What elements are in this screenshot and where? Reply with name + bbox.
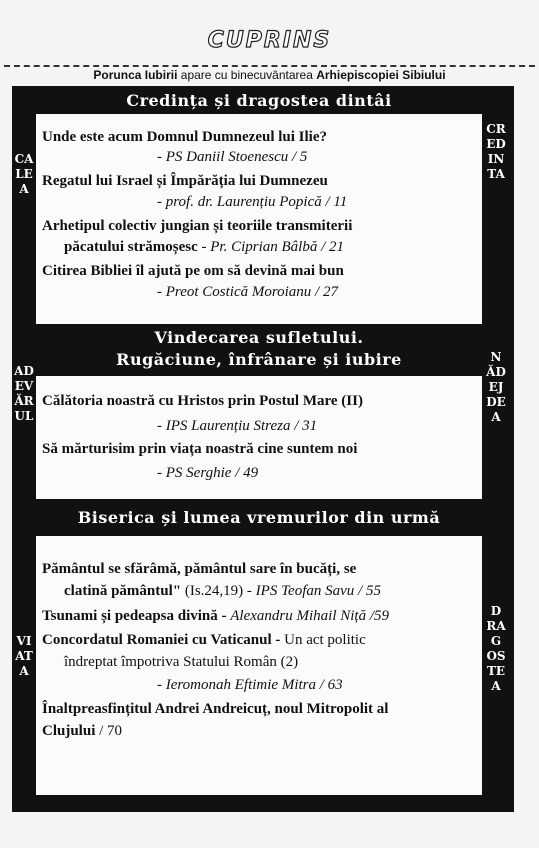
toc-entry-continued xyxy=(64,238,478,257)
entry-byline: - PS Serghie / 49 xyxy=(157,465,259,481)
page-title: CUPRINS xyxy=(207,28,332,53)
toc-entry-continued xyxy=(42,722,478,741)
toc-entry[interactable] xyxy=(42,560,478,579)
entry-byline: - PS Daniil Stoenescu / 5 xyxy=(157,149,308,165)
subtitle-publisher: Arhiepiscopiei Sibiului xyxy=(316,68,446,82)
section-heading-2 xyxy=(36,325,482,375)
entry-byline: - prof. dr. Laurențiu Popică / 11 xyxy=(157,194,348,210)
entry-byline: - Ieromonah Eftimie Mitra / 63 xyxy=(157,677,343,693)
toc-entry[interactable] xyxy=(42,607,478,626)
toc-entry[interactable] xyxy=(42,392,478,411)
section-heading-1: Credința și dragostea dintâi xyxy=(126,91,392,110)
entry-byline: - IPS Laurențiu Streza / 31 xyxy=(157,418,318,434)
toc-entry[interactable] xyxy=(42,262,478,281)
entry-title: Concordatul Romaniei cu Vaticanul - xyxy=(42,632,285,648)
side-word-adevarul: ADEVĂRUL xyxy=(14,364,34,423)
entry-title: Pământul se sfărâmă, pământul sare în bucăți, se xyxy=(42,561,357,577)
side-word-credinta: CREDINTA xyxy=(486,122,506,181)
entry-page: / 70 xyxy=(95,723,123,739)
section-heading-2-line2: Rugăciune, înfrânare și iubire xyxy=(116,350,402,369)
section-heading-3: Biserica și lumea vremurilor din urmă xyxy=(77,508,441,527)
subtitle-publication: Porunca Iubirii xyxy=(93,68,178,82)
entry-title-continued: păcatului strămoșesc xyxy=(64,239,198,255)
entry-title: Să mărturisim prin viața noastră cine suntem noi xyxy=(42,441,358,457)
side-word-calea: CALEA xyxy=(14,152,34,196)
side-word-dragostea: DRAGOSTEA xyxy=(486,604,506,693)
toc-entry-continued xyxy=(64,653,478,672)
entry-title: Citirea Bibliei îl ajută pe om să devină mai bun xyxy=(42,263,344,279)
section-heading-2-line1: Vindecarea sufletului. xyxy=(154,328,364,347)
toc-entry[interactable] xyxy=(42,631,478,650)
toc-entry-continued xyxy=(64,582,478,601)
dashed-divider xyxy=(4,65,535,67)
entry-subtitle-continued: îndreptat împotriva Statului Român (2) xyxy=(64,654,299,670)
subtitle-text: apare cu binecuvântarea xyxy=(177,68,317,82)
entry-title: Tsunami și pedeapsa divină - xyxy=(42,608,231,624)
toc-entry[interactable] xyxy=(42,700,478,719)
entry-title: Arhetipul colectiv jungian și teoriile transmiterii xyxy=(42,218,353,234)
entry-title-continued: Clujului xyxy=(42,723,96,739)
subtitle xyxy=(0,68,539,82)
entry-byline: - Pr. Ciprian Bâlbă / 21 xyxy=(197,239,345,255)
entry-title: Unde este acum Domnul Dumnezeul lui Ilie? xyxy=(42,129,327,145)
side-word-nadejdea: NĂDEJDEA xyxy=(486,350,506,424)
toc-entry[interactable] xyxy=(42,172,478,191)
entry-title: Regatul lui Israel și Împărăția lui Dumnezeu xyxy=(42,173,328,189)
entry-byline: IPS Teofan Savu / 55 xyxy=(255,583,381,599)
toc-entry[interactable] xyxy=(42,217,478,236)
side-word-viata: VIATA xyxy=(15,634,33,678)
entry-reference: (Is.24,19) - xyxy=(181,583,256,599)
entry-subtitle: Un act politic xyxy=(284,632,366,648)
entry-byline: Alexandru Mihail Niță /59 xyxy=(230,608,390,624)
entry-title-continued: clatină pământul" xyxy=(64,583,182,599)
toc-entry[interactable] xyxy=(42,440,478,459)
entry-title: Călătoria noastră cu Hristos prin Postul Mare (II) xyxy=(42,393,363,409)
entry-title: Înaltpreasfințitul Andrei Andreicuț, noul Mitropolit al xyxy=(42,701,389,717)
toc-entry[interactable] xyxy=(42,128,478,147)
entry-byline: - Preot Costică Moroianu / 27 xyxy=(157,284,338,300)
